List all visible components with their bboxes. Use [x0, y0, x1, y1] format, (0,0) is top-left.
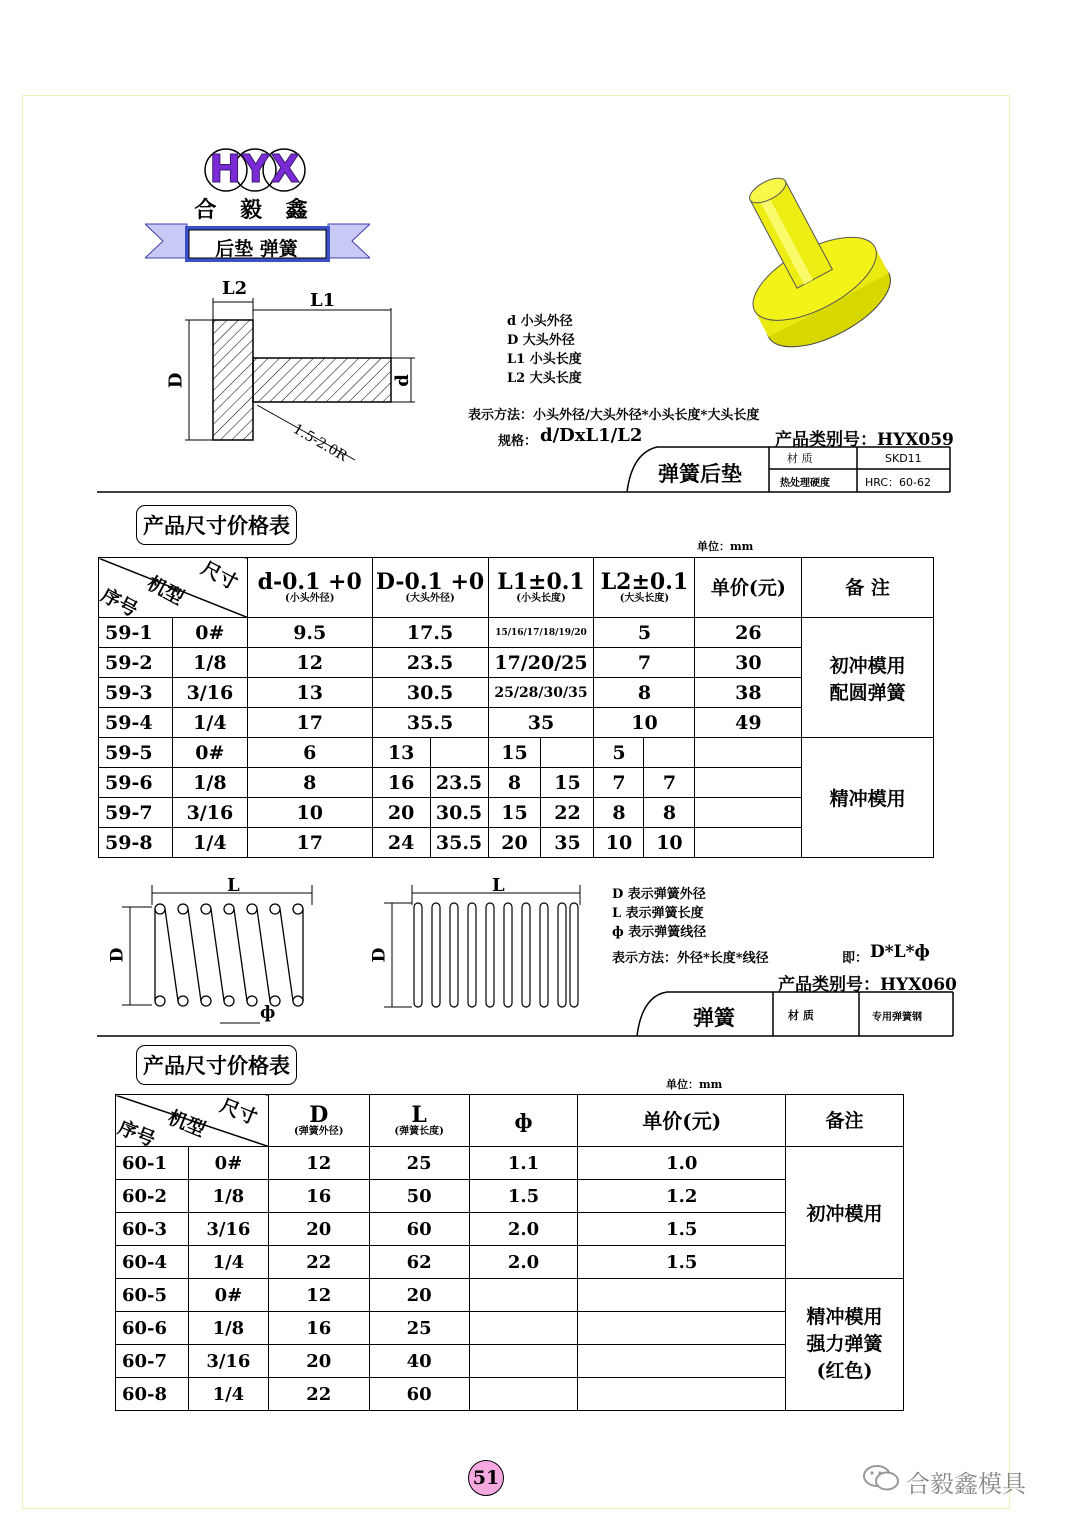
table-row: 60-7 3/16 20 40 — [116, 1345, 904, 1378]
washer-3d-illustration — [730, 160, 895, 360]
legend-L1: L1 小头长度 — [507, 352, 582, 367]
brand-name: 合 毅 鑫 — [194, 197, 316, 223]
table2-corner — [114, 1094, 269, 1152]
table1-col-L1: L1±0.1 (小头长度) — [488, 558, 594, 618]
dim-d-label: d — [391, 374, 413, 387]
table-row: 59-2 1/8 12 23.5 17/20/25 7 30 — [99, 648, 934, 678]
table-row: 59-1 0# 9.5 17.5 15/16/17/18/19/20 5 26 初冲模用 配圆弹簧 — [99, 618, 934, 648]
table-row: 59-4 1/4 17 35.5 35 10 49 — [99, 708, 934, 738]
washer-legend — [507, 312, 582, 388]
legend-D: D 大头外径 — [507, 333, 575, 348]
table-row: 60-5 0# 12 20 精冲模用 强力弹簧 (红色) — [116, 1279, 904, 1312]
legend-spring-L: L 表示弹簧长度 — [612, 906, 704, 921]
corner-seq: 序号 — [97, 584, 142, 622]
dim-l2-label: L2 — [222, 278, 248, 299]
brand-logo — [200, 145, 310, 195]
table2-header-row — [116, 1095, 904, 1147]
spring-category: 产品类别号：HYX060 — [778, 975, 957, 995]
spring-front-dim-D: D — [369, 947, 390, 963]
watermark-text: 合毅鑫模具 — [906, 1470, 1026, 1498]
table1-col-L2: L2±0.1 (大头长度) — [594, 558, 695, 618]
spring-mat-label: 材 质 — [788, 1009, 814, 1022]
spring-dim-phi: ф — [260, 1003, 276, 1023]
table1-note-a: 初冲模用 配圆弹簧 — [802, 618, 934, 738]
table-row: 59-7 3/16 10 20 30.5 15 22 8 8 — [99, 798, 934, 828]
legend-d: d 小头外径 — [507, 314, 573, 329]
table2-note-b: 精冲模用 强力弹簧 (红色) — [786, 1279, 904, 1411]
table1-col-note: 备 注 — [802, 558, 934, 618]
table2-col-price: 单价(元) — [578, 1095, 786, 1147]
table1-col-d: d-0.1 +0 (小头外径) — [247, 558, 372, 618]
spring-mat-value: 专用弹簧钢 — [872, 1012, 922, 1023]
table2-col-D: D (弹簧外径) — [268, 1095, 369, 1147]
table2 — [115, 1094, 904, 1411]
washer-mat-value: SKD11 — [885, 452, 922, 465]
dim-D-label: D — [165, 372, 187, 389]
corner-size: 尺寸 — [197, 557, 242, 595]
corner2-model: 机型 — [164, 1106, 209, 1142]
spring-title-block — [97, 990, 957, 1040]
spring-dim-L: L — [227, 875, 240, 896]
table-row: 60-3 3/16 20 60 2.0 1.5 — [116, 1213, 904, 1246]
dim-l1-label: L1 — [310, 290, 336, 311]
legend-spring-D: D 表示弹簧外径 — [612, 887, 706, 902]
washer-hard-label: 热处理硬度 — [780, 478, 830, 489]
wechat-icon — [862, 1464, 900, 1492]
table-row: 59-3 3/16 13 30.5 25/28/30/35 8 38 — [99, 678, 934, 708]
spring-product-name: 弹簧 — [693, 1005, 735, 1030]
washer-category: 产品类别号：HYX059 — [775, 430, 954, 450]
washer-mat-label: 材 质 — [787, 452, 813, 465]
corner2-size: 尺寸 — [216, 1094, 261, 1130]
banner-title: 后垫 弹簧 — [215, 238, 298, 260]
washer-method: 表示方法：小头外径/大头外径*小头长度*大头长度 — [468, 408, 760, 423]
washer-spec-label: 规格： — [498, 434, 538, 449]
table-row: 59-5 0# 6 13 15 5 精冲模用 — [99, 738, 934, 768]
spring-front-dim-L: L — [492, 875, 505, 896]
table-row: 59-8 1/4 17 24 35.5 20 35 10 10 — [99, 828, 934, 858]
spring-legend — [612, 885, 706, 942]
table1-note-b: 精冲模用 — [802, 738, 934, 858]
table-row: 60-1 0# 12 25 1.1 1.0 初冲模用 — [116, 1147, 904, 1180]
table1-col-price: 单价(元) — [695, 558, 802, 618]
table2-col-phi: ф — [469, 1095, 578, 1147]
washer-hard-value: HRC：60-62 — [865, 476, 932, 489]
corner-model: 机型 — [143, 572, 188, 610]
table-row: 60-6 1/8 16 25 — [116, 1312, 904, 1345]
dim-radius-label: 1.5-2.0R — [290, 421, 350, 465]
table1-unit: 单位：mm — [697, 540, 754, 553]
legend-L2: L2 大头长度 — [507, 371, 582, 386]
table1-title: 产品尺寸价格表 — [136, 505, 297, 545]
corner2-seq: 序号 — [114, 1116, 159, 1152]
table-row: 60-2 1/8 16 50 1.5 1.2 — [116, 1180, 904, 1213]
spring-dim-D: D — [107, 947, 128, 963]
washer-product-name: 弹簧后垫 — [658, 461, 742, 486]
spring-formula-label: 即： — [842, 951, 869, 966]
legend-spring-phi: ф 表示弹簧线径 — [612, 925, 707, 940]
page-number: 51 — [468, 1460, 504, 1496]
table-row: 60-8 1/4 22 60 — [116, 1378, 904, 1411]
table2-col-L: L (弹簧长度) — [369, 1095, 469, 1147]
spring-method: 表示方法：外径*长度*线径 — [612, 951, 769, 966]
table1-corner — [97, 557, 248, 622]
table-row: 59-6 1/8 8 16 23.5 8 15 7 7 — [99, 768, 934, 798]
table1-header-row — [99, 558, 934, 618]
logo-text: HYX — [209, 147, 301, 191]
washer-spec-value: d/DxL1/L2 — [540, 425, 643, 446]
table2-note-a: 初冲模用 — [786, 1147, 904, 1279]
table2-title: 产品尺寸价格表 — [136, 1045, 297, 1085]
spring-formula: D*L*ф — [870, 942, 930, 962]
table1 — [98, 557, 934, 858]
table-row: 60-4 1/4 22 62 2.0 1.5 — [116, 1246, 904, 1279]
table1-col-D: D-0.1 +0 (大头外径) — [372, 558, 488, 618]
table2-col-note: 备注 — [786, 1095, 904, 1147]
table2-unit: 单位：mm — [666, 1078, 723, 1091]
